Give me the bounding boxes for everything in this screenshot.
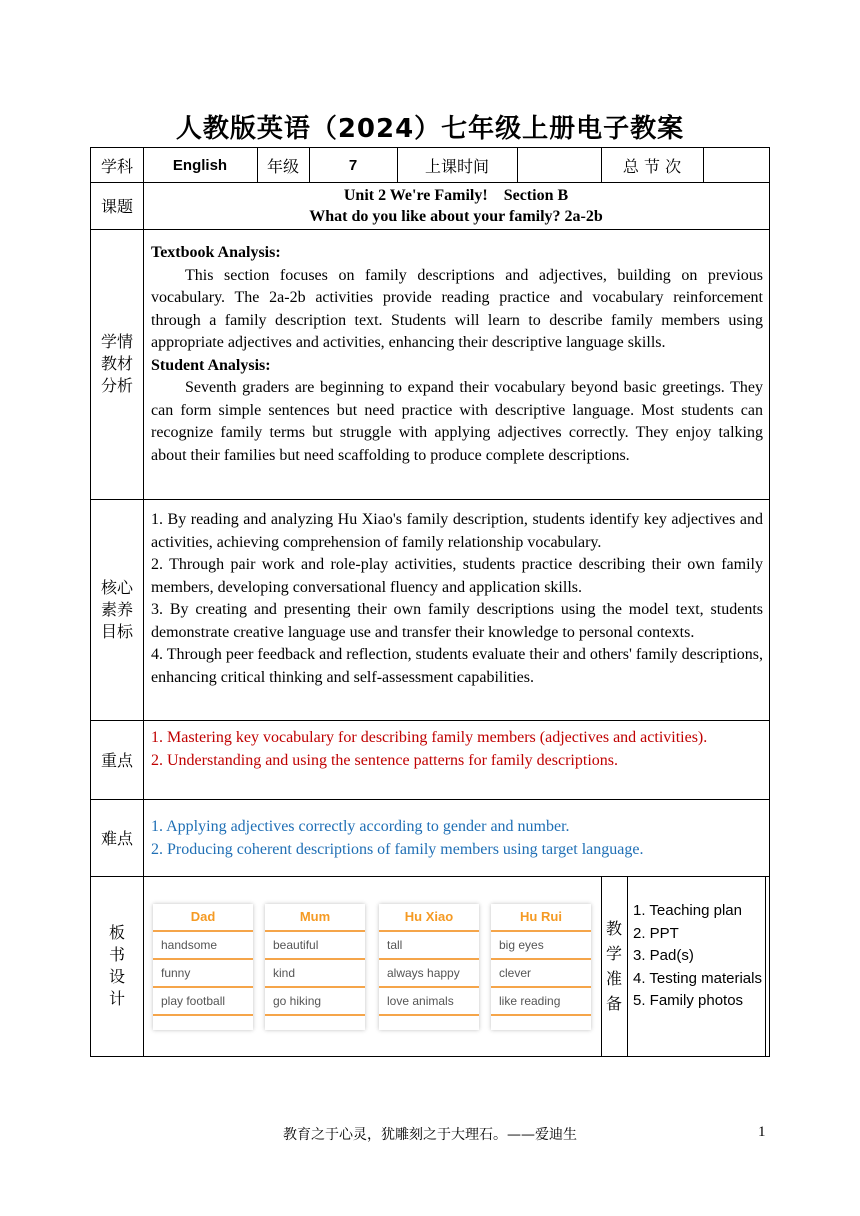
- card-item: clever: [491, 960, 591, 988]
- footer-quote: 教育之于心灵，犹雕刻之于大理石。——爱迪生: [283, 1127, 577, 1143]
- grade-label: 年级: [266, 156, 299, 176]
- page-title: 人教版英语（2024）七年级上册电子教案: [175, 114, 685, 144]
- card-item: tall: [379, 932, 479, 960]
- card-item: play football: [153, 988, 253, 1016]
- topic-label: 课题: [100, 197, 133, 216]
- subject-value: English: [172, 156, 228, 174]
- preparation-item: 3. Pad(s): [633, 947, 694, 964]
- objective-item: 1. By reading and analyzing Hu Xiao's family description, students identify key adjectives and activities, achieving comprehension of family relationship vocabulary.: [151, 511, 763, 551]
- objective-item: 4. Through peer feedback and reflection, students evaluate their and others' family descriptions, enhancing critical thinking and self-assessment capabilities.: [151, 646, 763, 686]
- topic-line-1: Unit 2 We're Family! Section B: [343, 186, 569, 204]
- textbook-analysis-text: This section focuses on family descriptions and adjectives, building on previous vocabulary. The 2a-2b activities provide reading practice and vocabulary reinforcement through a family description text. Students will learn to describe family members using appropriate adjectives and activities, enhancing their descriptive language skills.: [151, 266, 763, 351]
- preparation-item: 4. Testing materials: [633, 969, 762, 987]
- card-head: Mum: [265, 904, 365, 932]
- grade-value: 7: [348, 156, 358, 174]
- card-item: funny: [153, 960, 253, 988]
- card-item: go hiking: [265, 988, 365, 1016]
- page-number: 1: [758, 1124, 766, 1140]
- board-label: 板书设计: [108, 923, 125, 1008]
- objectives-label: 核心素养目标: [100, 577, 133, 641]
- difficulties-list: [151, 816, 763, 861]
- difficulty-item: 2. Producing coherent descriptions of family members using target language.: [151, 840, 644, 858]
- preparation-item: 2. PPT: [633, 924, 679, 942]
- preparation-label: 教学准备: [605, 919, 622, 1013]
- time-label: 上课时间: [424, 156, 489, 176]
- card-item: handsome: [153, 932, 253, 960]
- card-item: love animals: [379, 988, 479, 1016]
- objectives-list: [151, 509, 763, 689]
- card-item: beautiful: [265, 932, 365, 960]
- student-analysis-text: Seventh graders are beginning to expand their vocabulary beyond basic greetings. They can form simple sentences but need practice with descriptive language. Most students can recognize family terms but struggle with applying adjectives correctly. They enjoy talking about their families but need scaffolding to produce complete descriptions.: [151, 379, 763, 464]
- card-item: like reading: [491, 988, 591, 1016]
- topic-title: [143, 182, 769, 229]
- preparation-item: 5. Family photos: [633, 992, 744, 1009]
- card-item: kind: [265, 960, 365, 988]
- key-points-label: 重点: [100, 751, 133, 770]
- objective-item: 3. By creating and presenting their own family descriptions using the model text, students demonstrate creative language use and transfer their knowledge to personal contexts.: [151, 601, 763, 641]
- analysis-label: 学情教材分析: [100, 332, 133, 395]
- board-card-hu-rui: [491, 904, 591, 1030]
- periods-label: 总 节 次: [622, 156, 682, 176]
- card-head: Hu Rui: [491, 904, 591, 932]
- time-value: [517, 148, 601, 182]
- analysis-content: [151, 242, 763, 467]
- preparation-item: 1. Teaching plan: [633, 902, 742, 919]
- board-card-dad: [153, 904, 253, 1030]
- key-point-item: 2. Understanding and using the sentence patterns for family descriptions.: [151, 751, 618, 769]
- topic-line-2: What do you like about your family? 2a-2b: [309, 207, 603, 225]
- board-card-hu-xiao: [379, 904, 479, 1030]
- periods-value: [703, 148, 769, 182]
- difficulties-label: 难点: [100, 829, 133, 848]
- card-item: always happy: [379, 960, 479, 988]
- textbook-analysis-heading: Textbook Analysis:: [151, 244, 281, 261]
- card-head: Hu Xiao: [379, 904, 479, 932]
- key-point-item: 1. Mastering key vocabulary for describing family members (adjectives and activities).: [151, 729, 708, 746]
- difficulty-item: 1. Applying adjectives correctly according to gender and number.: [151, 818, 570, 835]
- objective-item: 2. Through pair work and role-play activities, students practice describing their own family members, developing conversational fluency and application skills.: [151, 556, 763, 596]
- subject-label: 学科: [100, 156, 133, 176]
- preparation-list: [633, 900, 763, 1013]
- key-points-list: [151, 727, 735, 772]
- lesson-plan-table: [90, 147, 770, 1057]
- card-item: big eyes: [491, 932, 591, 960]
- student-analysis-heading: Student Analysis:: [151, 356, 271, 374]
- card-head: Dad: [153, 904, 253, 932]
- board-card-mum: [265, 904, 365, 1030]
